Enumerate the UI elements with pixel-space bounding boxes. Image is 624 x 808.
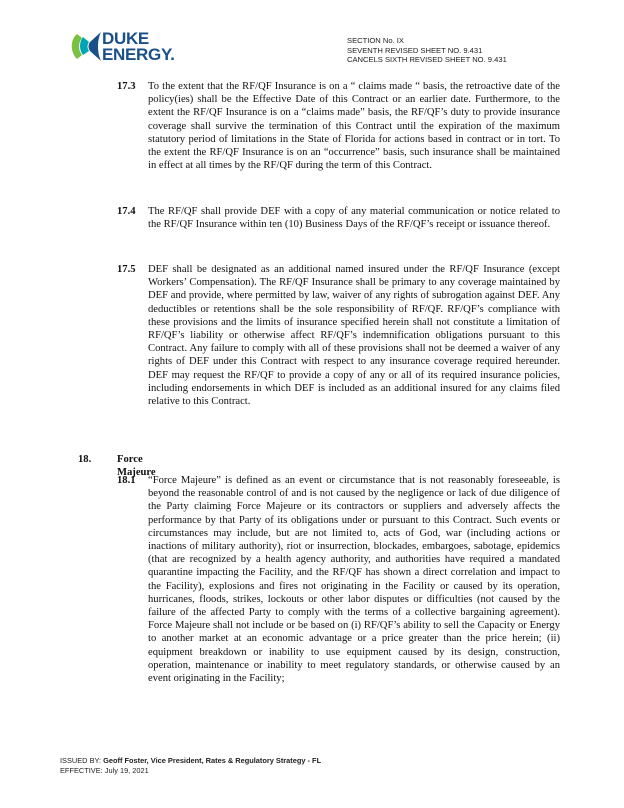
section-number-label: 17.3 [117, 81, 136, 92]
section-text: DEF shall be designated as an additional named insured under the RF/QF Insurance (except Workers’ Compensation). The RF/QF Insurance shall be primary to any coverage maintained by DEF and provide, where permitted by law, waiver of any rights of subrogation against DEF. Any deductibles or retentions shall be the sole responsibility of RF/QF. RF/QF’s compliance with these provisions and the limits of insurance specified herein shall not constitute a limitation of RF/QF’s liability or otherwise affect RF/QF’s indemnification obligations pursuant to this Contract. Any failure to comply with all of these provisions shall not be deemed a waiver of any rights of DEF under this Contract with respect to any insurance coverage required hereunder. DEF may request the RF/QF to provide a copy of any or all of its required insurance policies, including endorsements in which DEF is included as an additional insured for any claims filed relative to this Contract. [148, 264, 560, 408]
effective-value: July 19, 2021 [104, 765, 149, 775]
cancels-sheet-number: CANCELS SIXTH REVISED SHEET NO. 9.431 [347, 55, 507, 65]
duke-energy-wordmark [102, 31, 175, 63]
page-footer [60, 756, 321, 775]
logo-line-2: ENERGY. [102, 45, 175, 64]
issued-by-label: ISSUED BY: [60, 756, 104, 765]
section-number: SECTION No. IX [347, 36, 404, 45]
duke-energy-logo [68, 26, 188, 70]
revised-sheet-number: SEVENTH REVISED SHEET NO. 9.431 [347, 45, 483, 55]
sheet-info [347, 36, 507, 65]
effective-label: EFFECTIVE: [60, 765, 105, 775]
section-text: The RF/QF shall provide DEF with a copy of any material communication or notice related to the RF/QF Insurance within ten (10) Business Days of the RF/QF’s receipt or issuance thereof. [148, 206, 560, 231]
article-title: Force Majeure [117, 454, 156, 479]
logo-line-1: DUKE [102, 29, 149, 48]
issued-by-line [60, 756, 321, 766]
section-text: “Force Majeure” is defined as an event or circumstance that is not reasonably foreseeable, is beyond the reasonable control of and is not caused by the negligence or lack of due diligence of the Party claiming Force Majeure or its contractors or suppliers and adversely affects the performance by that Party of its obligations under or pursuant to this Contract. Such events or circumstances may include, but are not limited to, acts of God, war (including actions or inactions of military authority), riot or insurrection, blockades, embargoes, sabotage, epidemics (that are recognized by a health agency authority, and authorities have required a mandated quarantine impacting the Facility, and the RF/QF has shown a direct correlation and impact to the Facility), explosions and fires not originating in the Facility or caused by its operation, hurricanes, floods, strikes, lockouts or other labor disputes or difficulties (not caused by the failure of the affected Party to comply with the terms of a collective bargaining agreement). Force Majeure shall not include or be based on (i) RF/QF’s ability to sell the Capacity or Energy to another market at an economic advantage or a price greater than the price herein; (ii) equipment breakdown or inability to use equipment caused by its design, construction, operation, maintenance or inability to meet regulatory standards, or otherwise caused by an event originating in the Facility; [148, 475, 560, 685]
effective-line [60, 766, 321, 776]
article-number: 18. [78, 454, 92, 465]
section-number-label: 18.1 [117, 475, 136, 486]
section-text: To the extent that the RF/QF Insurance is on a “ claims made “ basis, the retroactive date of the policy(ies) shall be the Effective Date of this Contract or an earlier date. Furthermore, to the extent the RF/QF Insurance is on a “claims made” basis, the RF/QF’s duty to provide insurance coverage shall survive the termination of this Contract until the expiration of the maximum statutory period of limitations in the State of Florida for actions based in contract or in tort. To the extent the RF/QF Insurance is on an “occurrence” basis, such insurance shall be maintained in effect at all times by the RF/QF during the term of this Contract. [148, 81, 560, 172]
section-number-label: 17.4 [117, 206, 136, 217]
duke-energy-logo-mark-icon [68, 28, 106, 66]
issued-by-value: Geoff Foster, Vice President, Rates & Regulatory Strategy - FL [103, 756, 322, 765]
section-number-label: 17.5 [117, 264, 136, 275]
